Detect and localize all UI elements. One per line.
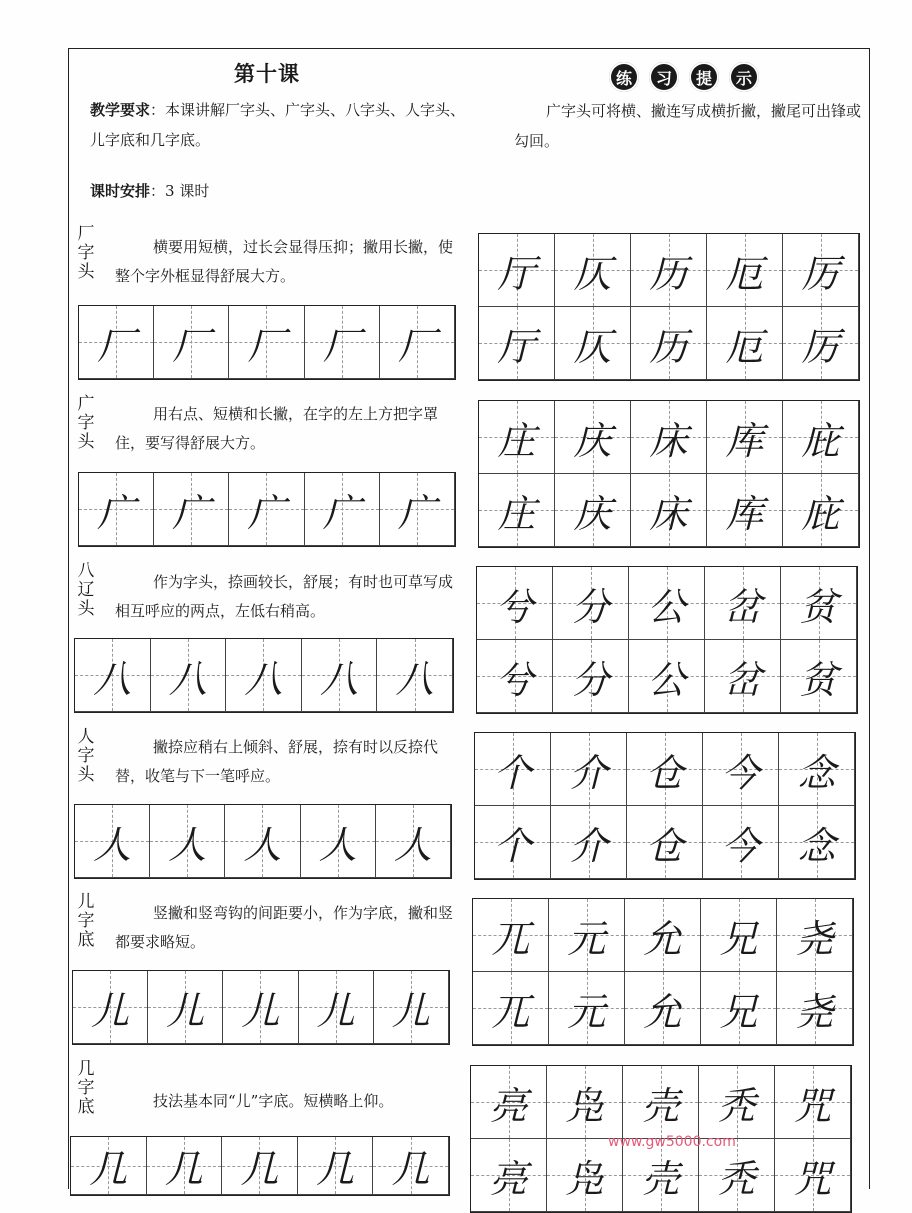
schedule-label: 课时安排 xyxy=(90,182,151,200)
character-cell xyxy=(629,567,705,640)
radical-cell xyxy=(79,306,154,379)
section-label: 广 字 头 xyxy=(77,394,95,452)
section-label: 八 辽 头 xyxy=(77,561,95,619)
radical-glyph: 人 xyxy=(318,822,357,867)
section-label: 儿 字 底 xyxy=(77,892,95,950)
character-cell xyxy=(555,401,631,474)
character-glyph: 壳 xyxy=(641,1083,680,1128)
radical-glyph: 广 xyxy=(97,490,136,535)
section-description: 横要用短横，过长会显得压抑；撇用长撇，使整个字外框显得舒展大方。 xyxy=(115,238,454,285)
radical-glyph: 人 xyxy=(243,822,282,867)
radical-glyph: 厂 xyxy=(172,323,211,368)
character-cell xyxy=(477,640,553,713)
radical-glyph: 八 xyxy=(244,656,283,701)
lesson-title: 第十课 xyxy=(234,61,300,86)
character-practice-grid xyxy=(474,732,856,880)
character-glyph: 厄 xyxy=(725,324,764,369)
radical-practice-grid xyxy=(78,472,456,547)
section-label: 人 字 头 xyxy=(77,727,95,785)
practice-tips-badges xyxy=(609,62,759,92)
radical-glyph: 八 xyxy=(320,656,359,701)
radical-practice-grid xyxy=(74,638,454,713)
character-glyph: 今 xyxy=(721,750,760,795)
radical-cell xyxy=(150,805,225,878)
section-description: 技法基本同“儿”字底。短横略上仰。 xyxy=(153,1092,394,1110)
radical-glyph: 儿 xyxy=(166,988,205,1033)
character-cell xyxy=(473,972,549,1045)
radical-glyph: 人 xyxy=(93,822,132,867)
radical-practice-grid xyxy=(72,970,450,1045)
character-glyph: 公 xyxy=(647,657,686,702)
class-schedule xyxy=(90,180,209,201)
character-cell xyxy=(631,307,707,380)
radical-glyph: 八 xyxy=(168,656,207,701)
radical-cell xyxy=(302,639,378,712)
character-cell xyxy=(707,401,783,474)
radical-cell xyxy=(376,805,451,878)
radical-glyph: 厂 xyxy=(322,323,361,368)
character-glyph: 秃 xyxy=(717,1156,756,1201)
character-glyph: 床 xyxy=(649,418,688,463)
character-cell xyxy=(705,567,781,640)
radical-cell xyxy=(75,639,151,712)
character-glyph: 尧 xyxy=(795,989,834,1034)
character-cell xyxy=(779,806,855,879)
radical-cell xyxy=(225,805,300,878)
character-cell xyxy=(479,401,555,474)
character-practice-grid xyxy=(472,898,854,1046)
character-cell xyxy=(781,567,857,640)
character-glyph: 凫 xyxy=(565,1083,604,1128)
radical-cell xyxy=(222,1137,298,1195)
radical-cell xyxy=(299,971,374,1044)
character-glyph: 庇 xyxy=(801,491,840,536)
radical-glyph: 儿 xyxy=(241,988,280,1033)
character-cell xyxy=(777,899,853,972)
character-cell xyxy=(783,234,859,307)
radical-glyph: 广 xyxy=(322,490,361,535)
character-glyph: 厅 xyxy=(497,251,536,296)
section-description: 撇捺应稍右上倾斜、舒展，捺有时以反捺代替，收笔与下一笔呼应。 xyxy=(115,738,439,785)
radical-glyph: 几 xyxy=(164,1147,203,1191)
character-glyph: 仓 xyxy=(645,823,684,868)
radical-glyph: 广 xyxy=(247,490,286,535)
character-cell xyxy=(627,806,703,879)
character-glyph: 庆 xyxy=(573,491,612,536)
character-cell xyxy=(555,234,631,307)
badge-char: 练 xyxy=(609,62,639,92)
character-cell xyxy=(551,806,627,879)
character-glyph: 个 xyxy=(493,750,532,795)
character-glyph: 贫 xyxy=(799,584,838,629)
character-glyph: 兄 xyxy=(719,916,758,961)
radical-glyph: 几 xyxy=(391,1147,430,1191)
character-glyph: 厅 xyxy=(497,324,536,369)
section-description: 用右点、短横和长撇，在字的左上方把字罩住，要写得舒展大方。 xyxy=(115,405,439,452)
character-cell xyxy=(623,1066,699,1139)
character-cell xyxy=(701,972,777,1045)
radical-glyph: 广 xyxy=(397,490,436,535)
character-practice-grid xyxy=(478,400,860,548)
character-glyph: 尧 xyxy=(795,916,834,961)
badge-char: 习 xyxy=(649,62,679,92)
character-cell xyxy=(551,733,627,806)
character-cell xyxy=(475,806,551,879)
radical-glyph: 几 xyxy=(89,1147,128,1191)
character-cell xyxy=(707,307,783,380)
character-cell xyxy=(777,972,853,1045)
radical-glyph: 八 xyxy=(93,656,132,701)
character-glyph: 秃 xyxy=(717,1083,756,1128)
radical-glyph: 厂 xyxy=(397,323,436,368)
radical-cell xyxy=(73,971,148,1044)
character-glyph: 床 xyxy=(649,491,688,536)
radical-cell xyxy=(71,1137,147,1195)
radical-glyph: 儿 xyxy=(316,988,355,1033)
character-cell xyxy=(625,899,701,972)
character-cell xyxy=(547,1066,623,1139)
character-cell xyxy=(625,972,701,1045)
character-glyph: 分 xyxy=(571,584,610,629)
character-cell xyxy=(627,733,703,806)
character-glyph: 历 xyxy=(649,251,688,296)
character-practice-grid xyxy=(478,233,860,381)
character-glyph: 亮 xyxy=(489,1156,528,1201)
radical-cell xyxy=(373,1137,449,1195)
radical-cell xyxy=(298,1137,374,1195)
character-cell xyxy=(703,733,779,806)
character-cell xyxy=(553,567,629,640)
character-cell xyxy=(701,899,777,972)
character-glyph: 元 xyxy=(567,989,606,1034)
character-glyph: 咒 xyxy=(793,1083,832,1128)
section-label: 厂 字 头 xyxy=(77,224,95,282)
character-cell xyxy=(471,1139,547,1212)
character-glyph: 咒 xyxy=(793,1156,832,1201)
character-cell xyxy=(473,899,549,972)
requirements-label: 教学要求 xyxy=(90,101,151,119)
character-cell xyxy=(549,972,625,1045)
character-glyph: 庆 xyxy=(573,418,612,463)
character-glyph: 库 xyxy=(725,418,764,463)
character-cell xyxy=(555,474,631,547)
character-glyph: 仓 xyxy=(645,750,684,795)
character-cell xyxy=(555,307,631,380)
radical-practice-grid xyxy=(70,1136,450,1196)
radical-cell xyxy=(154,473,229,546)
character-glyph: 贫 xyxy=(799,657,838,702)
character-cell xyxy=(553,640,629,713)
character-glyph: 庄 xyxy=(497,491,536,536)
character-glyph: 分 xyxy=(571,657,610,702)
radical-glyph: 人 xyxy=(393,822,432,867)
character-glyph: 庇 xyxy=(801,418,840,463)
character-glyph: 仄 xyxy=(573,251,612,296)
character-cell xyxy=(705,640,781,713)
character-glyph: 兮 xyxy=(495,584,534,629)
character-glyph: 公 xyxy=(647,584,686,629)
radical-practice-grid xyxy=(74,804,452,879)
character-glyph: 今 xyxy=(721,823,760,868)
radical-glyph: 厂 xyxy=(97,323,136,368)
radical-glyph: 几 xyxy=(240,1147,279,1191)
character-glyph: 壳 xyxy=(641,1156,680,1201)
character-glyph: 兮 xyxy=(495,657,534,702)
watermark: www.gw5000.com xyxy=(608,1134,736,1150)
character-glyph: 厄 xyxy=(725,251,764,296)
character-glyph: 允 xyxy=(643,989,682,1034)
character-glyph: 兄 xyxy=(719,989,758,1034)
teaching-requirements xyxy=(90,95,470,155)
radical-cell xyxy=(229,473,304,546)
character-cell xyxy=(549,899,625,972)
section-description: 竖撇和竖弯钩的间距要小，作为字底，撇和竖都要求略短。 xyxy=(115,904,454,951)
character-glyph: 凫 xyxy=(565,1156,604,1201)
section-label: 几 字 底 xyxy=(77,1059,95,1117)
character-cell xyxy=(631,401,707,474)
character-cell xyxy=(631,474,707,547)
character-cell xyxy=(779,733,855,806)
radical-cell xyxy=(301,805,376,878)
character-glyph: 厉 xyxy=(801,251,840,296)
radical-cell xyxy=(374,971,449,1044)
badge-char: 提 xyxy=(689,62,719,92)
character-cell xyxy=(775,1139,851,1212)
character-glyph: 历 xyxy=(649,324,688,369)
badge-char: 示 xyxy=(729,62,759,92)
character-cell xyxy=(479,234,555,307)
radical-cell xyxy=(147,1137,223,1195)
character-cell xyxy=(479,307,555,380)
character-glyph: 个 xyxy=(493,823,532,868)
radical-glyph: 儿 xyxy=(91,988,130,1033)
radical-practice-grid xyxy=(78,305,456,380)
radical-glyph: 几 xyxy=(316,1147,355,1191)
character-glyph: 介 xyxy=(569,823,608,868)
character-glyph: 庄 xyxy=(497,418,536,463)
character-glyph: 岔 xyxy=(723,657,762,702)
radical-glyph: 儿 xyxy=(391,988,430,1033)
radical-cell xyxy=(226,639,302,712)
character-cell xyxy=(475,733,551,806)
character-cell xyxy=(479,474,555,547)
character-cell xyxy=(707,234,783,307)
character-glyph: 元 xyxy=(567,916,606,961)
character-glyph: 允 xyxy=(643,916,682,961)
schedule-text: ：3 课时 xyxy=(150,182,210,200)
character-cell xyxy=(703,806,779,879)
character-cell xyxy=(631,234,707,307)
character-cell xyxy=(707,474,783,547)
radical-cell xyxy=(305,306,380,379)
character-glyph: 厉 xyxy=(801,324,840,369)
radical-cell xyxy=(380,306,455,379)
character-glyph: 念 xyxy=(797,823,836,868)
character-glyph: 仄 xyxy=(573,324,612,369)
character-cell xyxy=(775,1066,851,1139)
radical-glyph: 广 xyxy=(172,490,211,535)
character-cell xyxy=(699,1066,775,1139)
character-glyph: 库 xyxy=(725,491,764,536)
radical-cell xyxy=(148,971,223,1044)
character-cell xyxy=(783,474,859,547)
radical-glyph: 八 xyxy=(395,656,434,701)
radical-glyph: 厂 xyxy=(247,323,286,368)
radical-cell xyxy=(380,473,455,546)
character-cell xyxy=(783,307,859,380)
radical-glyph: 人 xyxy=(168,822,207,867)
section-description: 作为字头，捺画较长，舒展；有时也可草写成相互呼应的两点，左低右稍高。 xyxy=(115,573,454,620)
character-glyph: 兀 xyxy=(491,989,530,1034)
radical-cell xyxy=(223,971,298,1044)
character-glyph: 亮 xyxy=(489,1083,528,1128)
character-cell xyxy=(629,640,705,713)
radical-cell xyxy=(75,805,150,878)
character-cell xyxy=(783,401,859,474)
character-cell xyxy=(477,567,553,640)
radical-cell xyxy=(151,639,227,712)
requirements-text: ：本课讲解厂字头、广字头、八字头、人字头、儿字底和几字底。 xyxy=(90,101,466,149)
character-glyph: 念 xyxy=(797,750,836,795)
character-glyph: 介 xyxy=(569,750,608,795)
character-glyph: 兀 xyxy=(491,916,530,961)
character-cell xyxy=(781,640,857,713)
character-cell xyxy=(471,1066,547,1139)
character-glyph: 岔 xyxy=(723,584,762,629)
radical-cell xyxy=(377,639,453,712)
radical-cell xyxy=(154,306,229,379)
radical-cell xyxy=(305,473,380,546)
practice-tip-text: 广字头可将横、撇连写成横折撇，撇尾可出锋或勾回。 xyxy=(514,102,862,150)
radical-cell xyxy=(79,473,154,546)
character-practice-grid xyxy=(476,566,858,714)
radical-cell xyxy=(229,306,304,379)
